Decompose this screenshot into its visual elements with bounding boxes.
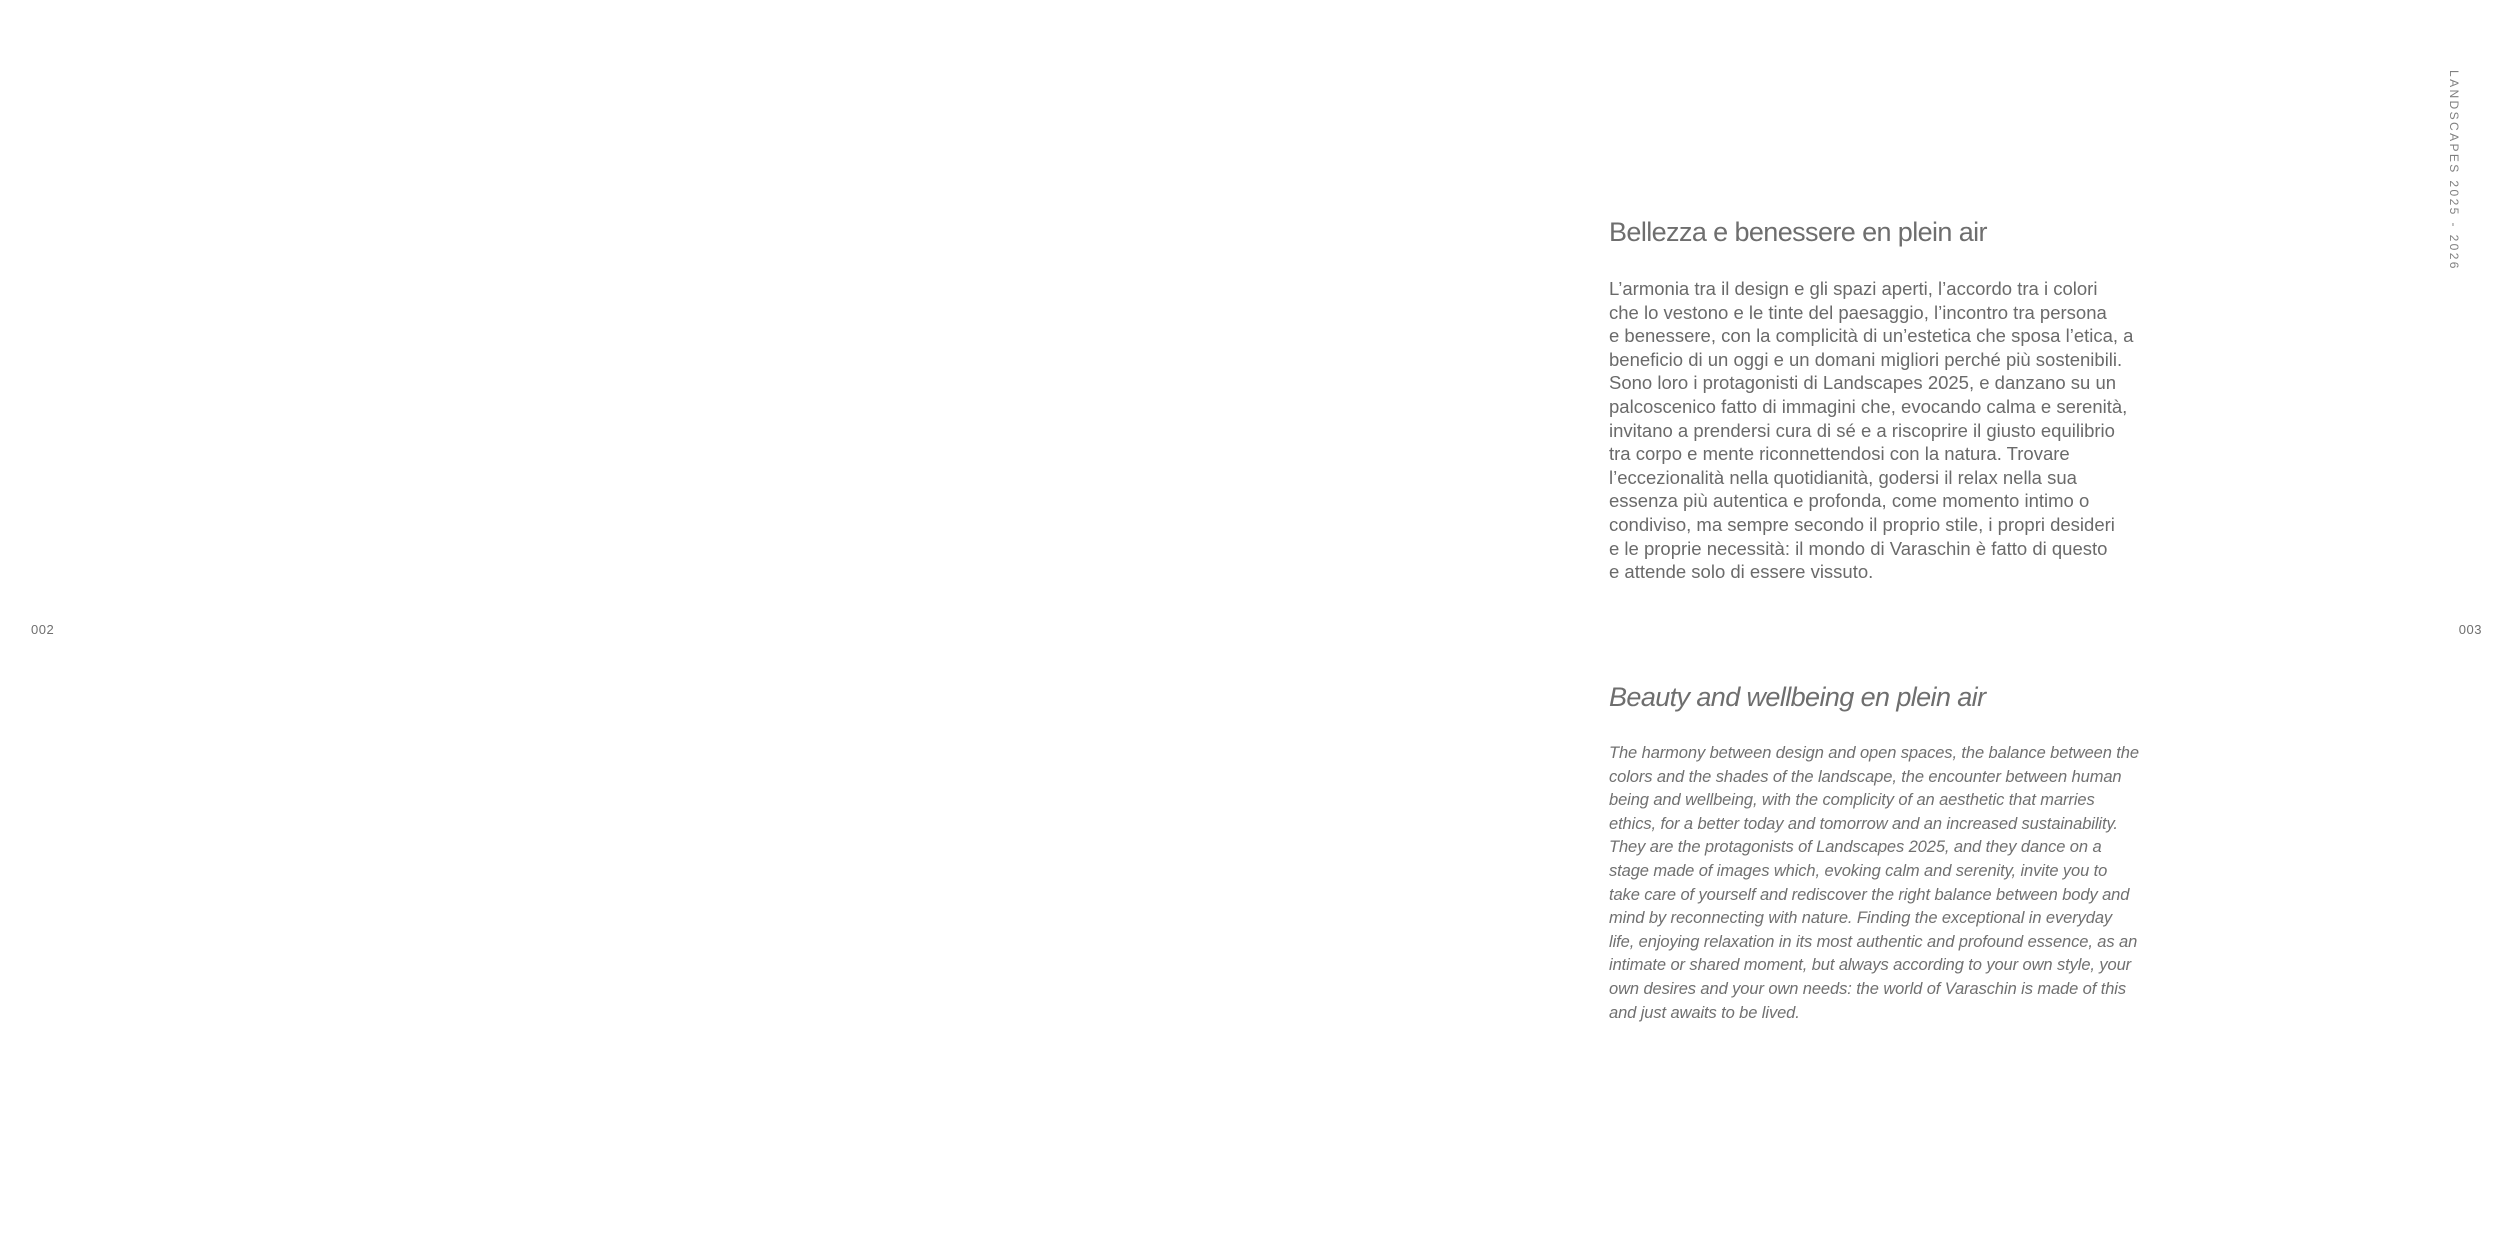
- italian-body-line: invitano a prendersi cura di sé e a riscoprire il giusto equilibrio: [1609, 419, 2115, 441]
- english-body: [1609, 742, 2169, 1025]
- running-header: LANDSCAPES 2025 - 2026: [2447, 70, 2461, 271]
- italian-body-line: tra corpo e mente riconnettendosi con la natura. Trovare: [1609, 443, 2070, 465]
- english-body-line: stage made of images which, evoking calm and serenity, invite you to: [1609, 861, 2108, 880]
- english-body-line: own desires and your own needs: the world of Varaschin is made of this: [1609, 979, 2127, 998]
- italian-body-line: e benessere, con la complicità di un’estetica che sposa l’etica, a: [1609, 325, 2134, 347]
- italian-body-line: beneficio di un oggi e un domani migliori perché più sostenibili.: [1609, 348, 2123, 370]
- english-body-line: being and wellbeing, with the complicity of an aesthetic that marries: [1609, 791, 2095, 810]
- italian-body-line: palcoscenico fatto di immagini che, evocando calma e serenità,: [1609, 395, 2128, 417]
- italian-body-line: Sono loro i protagonisti di Landscapes 2025, e danzano su un: [1609, 372, 2117, 394]
- english-body-line: mind by reconnecting with nature. Finding the exceptional in everyday: [1609, 909, 2113, 928]
- english-heading: Beauty and wellbeing en plein air: [1609, 682, 1986, 712]
- italian-body-line: e attende solo di essere vissuto.: [1609, 561, 1874, 583]
- english-body-line: The harmony between design and open spaces, the balance between the: [1609, 744, 2139, 762]
- italian-body-line: che lo vestono e le tinte del paesaggio, l’incontro tra persona: [1609, 301, 2107, 323]
- english-body-line: take care of yourself and rediscover the right balance between body and: [1609, 885, 2130, 904]
- italian-body-line: e le proprie necessità: il mondo di Varaschin è fatto di questo: [1609, 537, 2108, 559]
- english-body-line: They are the protagonists of Landscapes 2025, and they dance on a: [1609, 838, 2102, 857]
- italian-body-line: condiviso, ma sempre secondo il proprio stile, i propri desideri: [1609, 513, 2115, 535]
- italian-heading: Bellezza e benessere en plein air: [1609, 217, 1987, 247]
- english-body-line: colors and the shades of the landscape, the encounter between human: [1609, 767, 2122, 786]
- english-body-line: life, enjoying relaxation in its most authentic and profound essence, as an: [1609, 932, 2138, 951]
- italian-body-line: L’armonia tra il design e gli spazi aperti, l’accordo tra i colori: [1609, 278, 2098, 299]
- italian-text-block: [1609, 215, 2169, 584]
- english-body-line: and just awaits to be lived.: [1609, 1003, 1800, 1022]
- page-number-left: 002: [31, 622, 55, 637]
- italian-body-line: essenza più autentica e profonda, come momento intimo o: [1609, 490, 2090, 512]
- italian-body-line: l’eccezionalità nella quotidianità, godersi il relax nella sua: [1609, 466, 2077, 488]
- english-body-line: ethics, for a better today and tomorrow and an increased sustainability.: [1609, 814, 2118, 833]
- english-body-line: intimate or shared moment, but always according to your own style, your: [1609, 956, 2132, 975]
- right-page: [1250, 0, 2500, 1250]
- english-text-block: [1609, 680, 2169, 1025]
- italian-body: [1609, 277, 2169, 584]
- page-number-right: 003: [2458, 622, 2482, 637]
